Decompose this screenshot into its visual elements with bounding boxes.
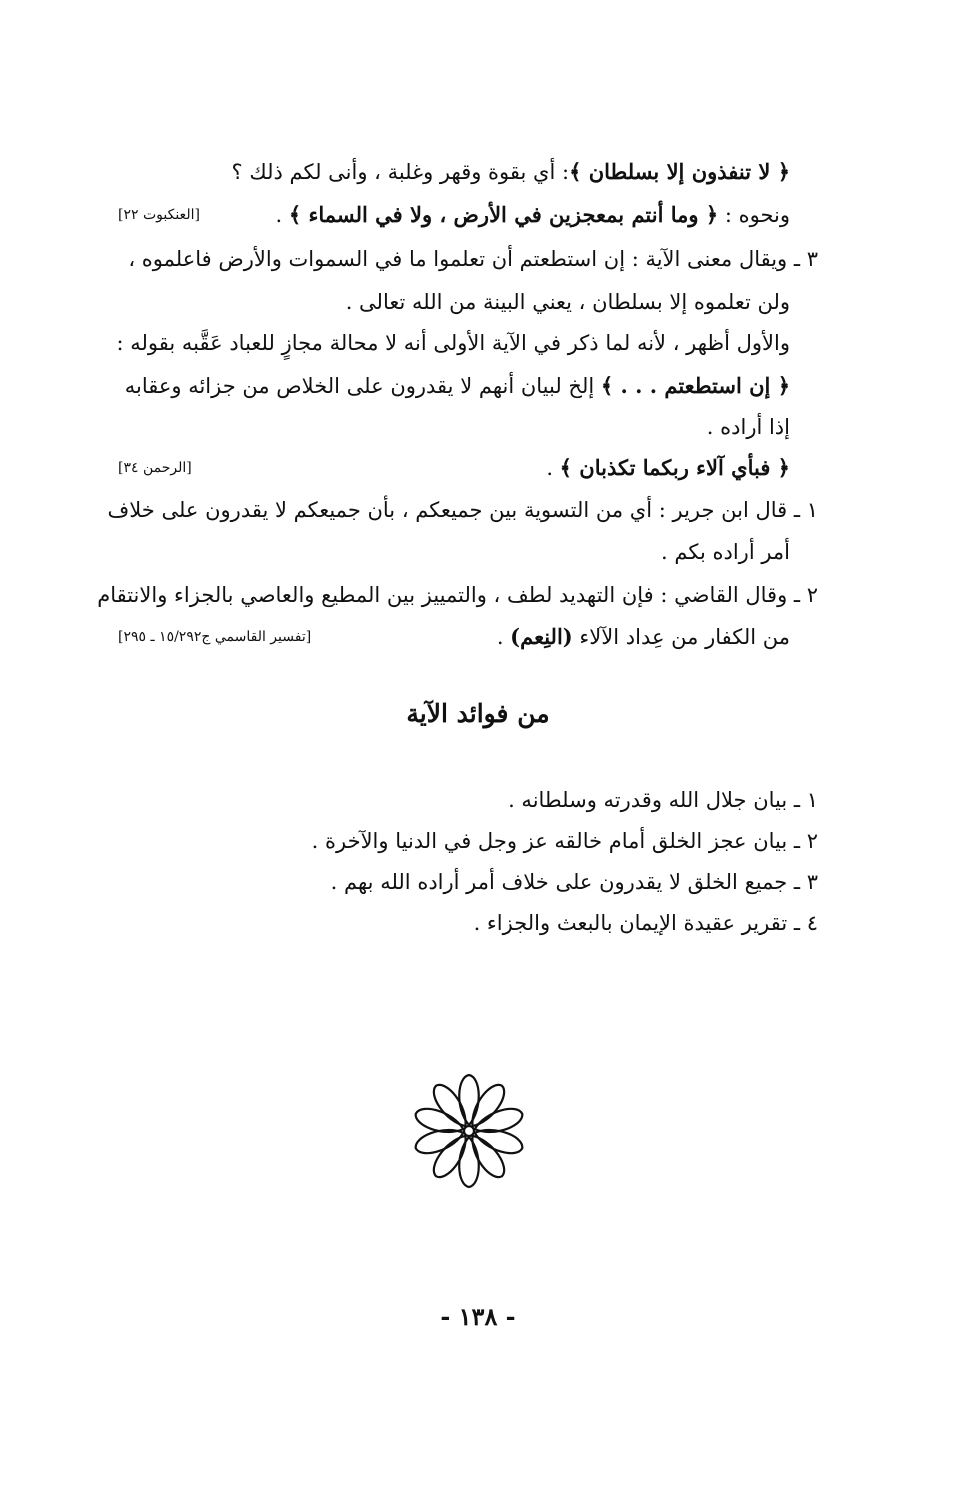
line-text: : أي بقوة وقهر وغلبة ، وأنى لكم ذلك ؟ bbox=[231, 160, 570, 184]
line-end: . bbox=[496, 625, 511, 649]
line-text: ١ ـ قال ابن جرير : أي من التسوية بين جميعكم ، بأن جميعكم لا يقدرون على خلاف bbox=[107, 498, 818, 522]
line-end: . bbox=[546, 456, 560, 480]
quran-verse: ﴿ وما أنتم بمعجزين في الأرض ، ولا في السماء ﴾ bbox=[288, 202, 719, 227]
text-line-5 bbox=[118, 323, 790, 363]
text-line-3 bbox=[118, 239, 818, 279]
text-line-1 bbox=[118, 152, 790, 192]
benefit-item-2: ٢ ـ بيان عجز الخلق أمام خالقه عز وجل في الدنيا والآخرة . bbox=[311, 829, 818, 853]
text-line-8 bbox=[118, 448, 790, 488]
benefit-item-4: ٤ ـ تقرير عقيدة الإيمان بالبعث والجزاء . bbox=[473, 911, 818, 935]
citation: [تفسير القاسمي ج١٥/٢٩٢ ـ ٢٩٥] bbox=[118, 629, 312, 645]
benefit-item-3: ٣ ـ جميع الخلق لا يقدرون على خلاف أمر أراده الله بهم . bbox=[330, 870, 818, 894]
bold-word: (النِعم) bbox=[510, 624, 573, 649]
section-heading: من فوائد الآية bbox=[406, 699, 550, 728]
citation: [الرحمن ٣٤] bbox=[118, 460, 192, 476]
line-end: . bbox=[275, 203, 289, 227]
line-text: ونحوه : bbox=[724, 203, 790, 227]
page-number: - ١٣٨ - bbox=[440, 1302, 516, 1331]
line-text: من الكفار من عِداد الآلاء bbox=[579, 625, 790, 649]
line-text: ولن تعلموه إلا بسلطان ، يعني البينة من الله تعالى . bbox=[345, 290, 790, 314]
quran-verse: ﴿ فبأي آلاء ربكما تكذبان ﴾ bbox=[559, 455, 790, 480]
benefit-item-1: ١ ـ بيان جلال الله وقدرته وسلطانه . bbox=[508, 788, 818, 812]
text-line-11 bbox=[97, 575, 818, 615]
text-line-10 bbox=[118, 532, 790, 572]
text-line-12 bbox=[118, 617, 790, 657]
line-text: والأول أظهر ، لأنه لما ذكر في الآية الأولى أنه لا محالة مجازٍ للعباد عَقَّبه بقوله : bbox=[116, 331, 790, 355]
line-text: أمر أراده بكم . bbox=[661, 540, 790, 564]
line-text: ٢ ـ وقال القاضي : فإن التهديد لطف ، والتمييز بين المطيع والعاصي بالجزاء والانتقام bbox=[97, 583, 818, 607]
text-line-2 bbox=[118, 195, 790, 235]
citation: [العنكبوت ٢٢] bbox=[118, 207, 200, 223]
text-line-7 bbox=[118, 407, 790, 447]
text-line-6 bbox=[118, 366, 790, 406]
line-text: إذا أراده . bbox=[706, 415, 790, 439]
text-line-4 bbox=[118, 282, 790, 322]
flower-ornament-icon bbox=[413, 1070, 525, 1192]
quran-verse: ﴿ إن استطعتم . . . ﴾ bbox=[600, 373, 790, 398]
line-text: إلخ لبيان أنهم لا يقدرون على الخلاص من جزائه وعقابه bbox=[124, 374, 601, 398]
quran-verse: ﴿ لا تنفذون إلا بسلطان ﴾ bbox=[569, 159, 790, 184]
text-line-9 bbox=[107, 490, 818, 530]
line-text: ٣ ـ ويقال معنى الآية : إن استطعتم أن تعلموا ما في السموات والأرض فاعلموه ، bbox=[128, 247, 818, 271]
